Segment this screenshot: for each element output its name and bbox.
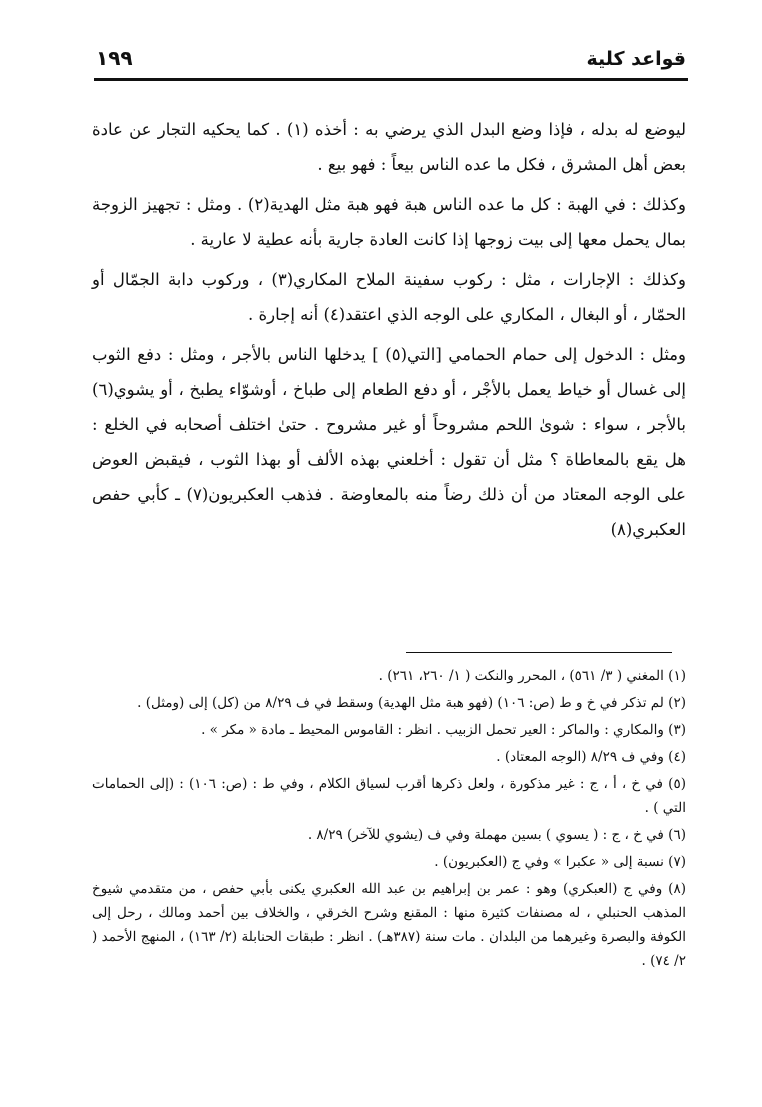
running-title: قواعد كلية bbox=[586, 48, 686, 70]
paragraph: ليوضع له بدله ، فإذا وضع البدل الذي يرضي به : أخذه (١) . كما يحكيه التجار عن عادة بعض أهل المشرق ، فكل ما عده الناس بيعاً : فهو بيع . bbox=[92, 120, 687, 174]
paragraph: وكذلك : في الهبة : كل ما عده الناس هبة فهو هبة مثل الهدية(٢) . ومثل : تجهيز الزوجة بمال يحمل معها إلى بيت زوجها إذا كانت العادة جارية بأنه عطية لا عارية . bbox=[92, 195, 686, 249]
footnote: (٤) وفي ف ٨/٢٩ (الوجه المعتاد) . bbox=[496, 749, 686, 765]
page-number: ١٩٩ bbox=[96, 46, 133, 70]
footnote: (٣) والمكاري : والماكر : العير تحمل الزبيب . انظر : القاموس المحيط ـ مادة « مكر » . bbox=[201, 722, 686, 738]
main-text bbox=[92, 112, 686, 552]
footnotes bbox=[92, 664, 686, 976]
paragraph: ومثل : الدخول إلى حمام الحمامي [التي(٥) ] يدخلها الناس بالأجر ، ومثل : دفع الثوب إلى غسال أو خياط يعمل بالأجْر ، أو دفع الطعام إلى طباخ ، أوشوّاء يطبخ ، أو يشوي(٦) بالأجر ، سواء : شوىٰ اللحم مشروحاً أو غير مشروح . حتىٰ اختلف أصحابه في الخلع : هل يقع بالمعاطاة ؟ مثل أن تقول : أخلعني بهذه الألف أو بهذا الثوب ، فيقبض العوض على الوجه المعتاد من أن ذلك رضاً منه بالمعاوضة . فذهب العكبريون(٧) ـ كأبي حفص العكبري(٨) bbox=[92, 345, 686, 539]
footnote: (٥) في خ ، أ ، ج : غير مذكورة ، ولعل ذكرها أقرب لسياق الكلام ، وفي ط : (ص: ١٠٦) : (إلى الحمامات التي ) . bbox=[92, 776, 686, 816]
paragraph: وكذلك : الإجارات ، مثل : ركوب سفينة الملاح المكاري(٣) ، وركوب دابة الجمّال أو الحمّار ، أو البغال ، المكاري على الوجه الذي اعتقد(٤) أنه إجارة . bbox=[92, 270, 686, 324]
footnote: (١) المغني ( ٣/ ٥٦١) ، المحرر والنكت ( ١/ ٢٦٠، ٢٦١) . bbox=[378, 668, 686, 684]
header-rule bbox=[94, 78, 688, 81]
footnote: (٢) لم تذكر في خ و ط (ص: ١٠٦) (فهو هبة مثل الهدية) وسقط في ف ٨/٢٩ من (كل) إلى (ومثل) . bbox=[137, 695, 686, 711]
footnote-separator bbox=[406, 652, 672, 653]
footnote: (٦) في خ ، ج : ( يسوي ) بسين مهملة وفي ف (يشوي للآخر) ٨/٢٩ . bbox=[307, 827, 686, 843]
footnote: (٧) نسبة إلى « عكبرا » وفي ج (العكبريون) . bbox=[434, 854, 686, 870]
footnote: (٨) وفي ج (العبكري) وهو : عمر بن إبراهيم بن عبد الله العكبري يكنى بأبي حفص ، من متقدمي شيوخ المذهب الحنبلي ، له مصنفات كثيرة منها : المقنع وشرح الخرقي ، والخلاف بين أحمد ومالك ، رحل إلى الكوفة والبصرة وغيرهما من البلدان . مات سنة (٣٨٧هـ) . انظر : طبقات الحنابلة (٢/ ١٦٣) ، المنهج الأحمد ( ٢/ ٧٤) . bbox=[92, 881, 687, 969]
page-header bbox=[96, 40, 686, 70]
